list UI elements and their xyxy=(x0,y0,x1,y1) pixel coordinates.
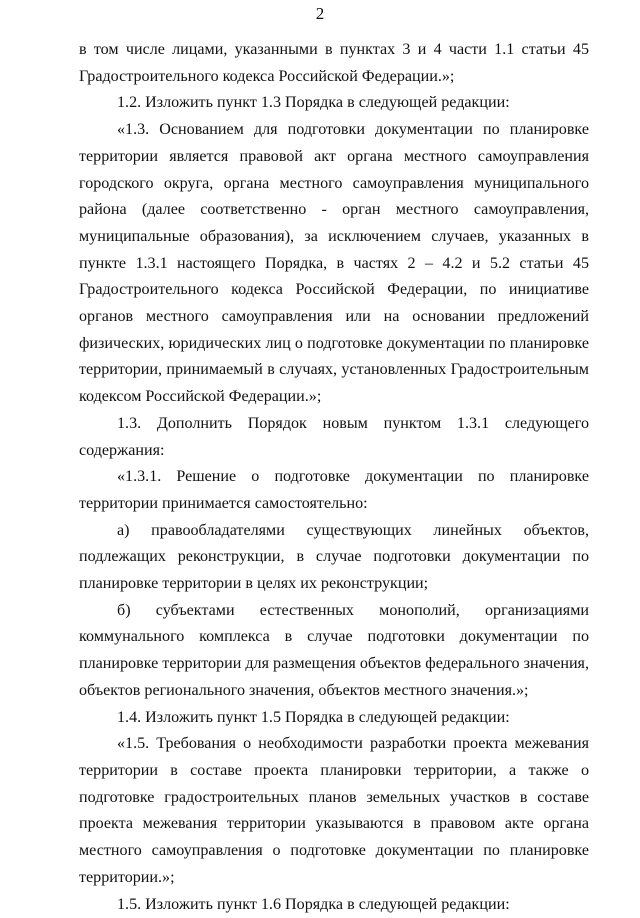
paragraph-clause-1-3-1: «1.3.1. Решение о подготовке документации по планировке территории принимается самостоятельно: xyxy=(79,464,589,517)
paragraph-amend-1-5: 1.5. Изложить пункт 1.6 Порядка в следующей редакции: xyxy=(79,892,589,918)
paragraph-item-b: б) субъектами естественных монополий, организациями коммунального комплекса в случае подготовки документации по планировке территории для размещения объектов федерального значения, объектов регионального значения, объектов местного значения.»; xyxy=(79,598,589,705)
page-number: 2 xyxy=(0,4,640,24)
paragraph-item-a: а) правообладателями существующих линейных объектов, подлежащих реконструкции, в случае подготовки документации по планировке территории в целях их реконструкции; xyxy=(79,518,589,598)
paragraph-continuation: в том числе лицами, указанными в пунктах 3 и 4 части 1.1 статьи 45 Градостроительного кодекса Российской Федерации.»; xyxy=(79,37,589,90)
document-body xyxy=(79,37,589,918)
paragraph-amend-1-3: 1.3. Дополнить Порядок новым пунктом 1.3.1 следующего содержания: xyxy=(79,411,589,464)
paragraph-amend-1-4: 1.4. Изложить пункт 1.5 Порядка в следующей редакции: xyxy=(79,705,589,732)
paragraph-clause-1-5: «1.5. Требования о необходимости разработки проекта межевания территории в составе проекта планировки территории, а также о подготовке градостроительных планов земельных участков в составе проекта межевания территории указываются в правовом акте органа местного самоуправления о подготовке документации по планировке территории.»; xyxy=(79,731,589,891)
paragraph-amend-1-2: 1.2. Изложить пункт 1.3 Порядка в следующей редакции: xyxy=(79,90,589,117)
paragraph-clause-1-3: «1.3. Основанием для подготовки документации по планировке территории является правовой акт органа местного самоуправления городского округа, органа местного самоуправления муниципального района (далее соответственно - орган местного самоуправления, муниципальные образования), за исключением случаев, указанных в пункте 1.3.1 настоящего Порядка, в частях 2 – 4.2 и 5.2 статьи 45 Градостроительного кодекса Российской Федерации, по инициативе органов местного самоуправления или на основании предложений физических, юридических лиц о подготовке документации по планировке территории, принимаемый в случаях, установленных Градостроительным кодексом Российской Федерации.»; xyxy=(79,117,589,411)
